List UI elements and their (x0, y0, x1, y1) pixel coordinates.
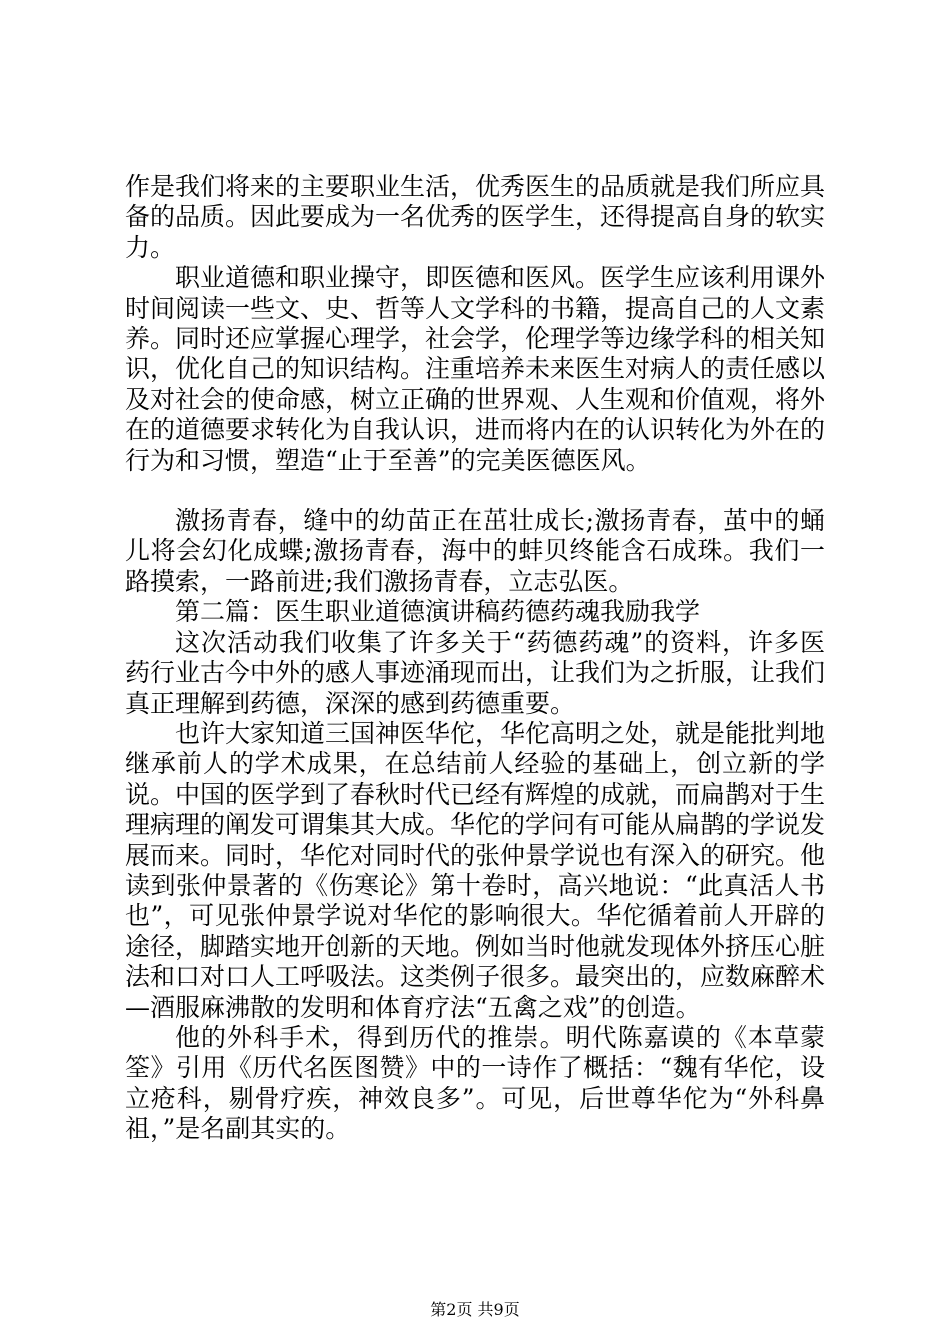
paragraph-professional-ethics: 职业道德和职业操守，即医德和医风。医学生应该利用课外时间阅读一些文、史、哲等人文学科的书籍，提高自己的人文素养。同时还应掌握心理学，社会学，伦理学等边缘学科的相关知识，优化自己的知识结构。注重培养未来医生对病人的责任感以及对社会的使命感，树立正确的世界观、人生观和价值观，将外在的道德要求转化为自我认识，进而将内在的认识转化为外在的行为和习惯，塑造“止于至善”的完美医德医风。 (125, 263, 826, 475)
paragraph-hua-tuo: 也许大家知道三国神医华佗，华佗高明之处，就是能批判地继承前人的学术成果，在总结前人经验的基础上，创立新的学说。中国的医学到了春秋时代已经有辉煌的成就，而扁鹊对于生理病理的阐发可谓集其大成。华佗的学问有可能从扁鹊的学说发展而来。同时，华佗对同时代的张仲景学说也有深入的研究。他读到张仲景著的《伤寒论》第十卷时，高兴地说：“此真活人书也”，可见张仲景学说对华佗的影响很大。华佗循着前人开辟的途径，脚踏实地开创新的天地。例如当时他就发现体外挤压心脏法和口对口人工呼吸法。这类例子很多。最突出的，应数麻醉术—酒服麻沸散的发明和体育疗法“五禽之戏”的创造。 (125, 718, 826, 1022)
paragraph-youth: 激扬青春，缝中的幼苗正在茁壮成长;激扬青春，茧中的蛹儿将会幻化成蝶;激扬青春，海中的蚌贝终能含石成珠。我们一路摸索，一路前进;我们激扬青春，立志弘医。 (125, 506, 825, 596)
document-body (125, 172, 825, 1145)
paragraph-surgery: 他的外科手术，得到历代的推崇。明代陈嘉谟的《本草蒙筌》引用《历代名医图赞》中的一诗作了概括：“魏有华佗，设立疮科，剔骨疗疾，神效良多”。可见，后世尊华佗为“外科鼻祖，”是名副其实的。 (125, 1022, 825, 1144)
paragraph-continuation: 作是我们将来的主要职业生活，优秀医生的品质就是我们所应具备的品质。因此要成为一名优秀的医学生，还得提高自身的软实力。 (125, 172, 826, 262)
page-number-footer: 第2页 共9页 (430, 1300, 520, 1319)
section-heading: 第二篇：医生职业道德演讲稿药德药魂我励我学 (175, 597, 701, 627)
paragraph-activity: 这次活动我们收集了许多关于“药德药魂”的资料，许多医药行业古今中外的感人事迹涌现而出，让我们为之折服，让我们真正理解到药德，深深的感到药德重要。 (125, 627, 826, 718)
